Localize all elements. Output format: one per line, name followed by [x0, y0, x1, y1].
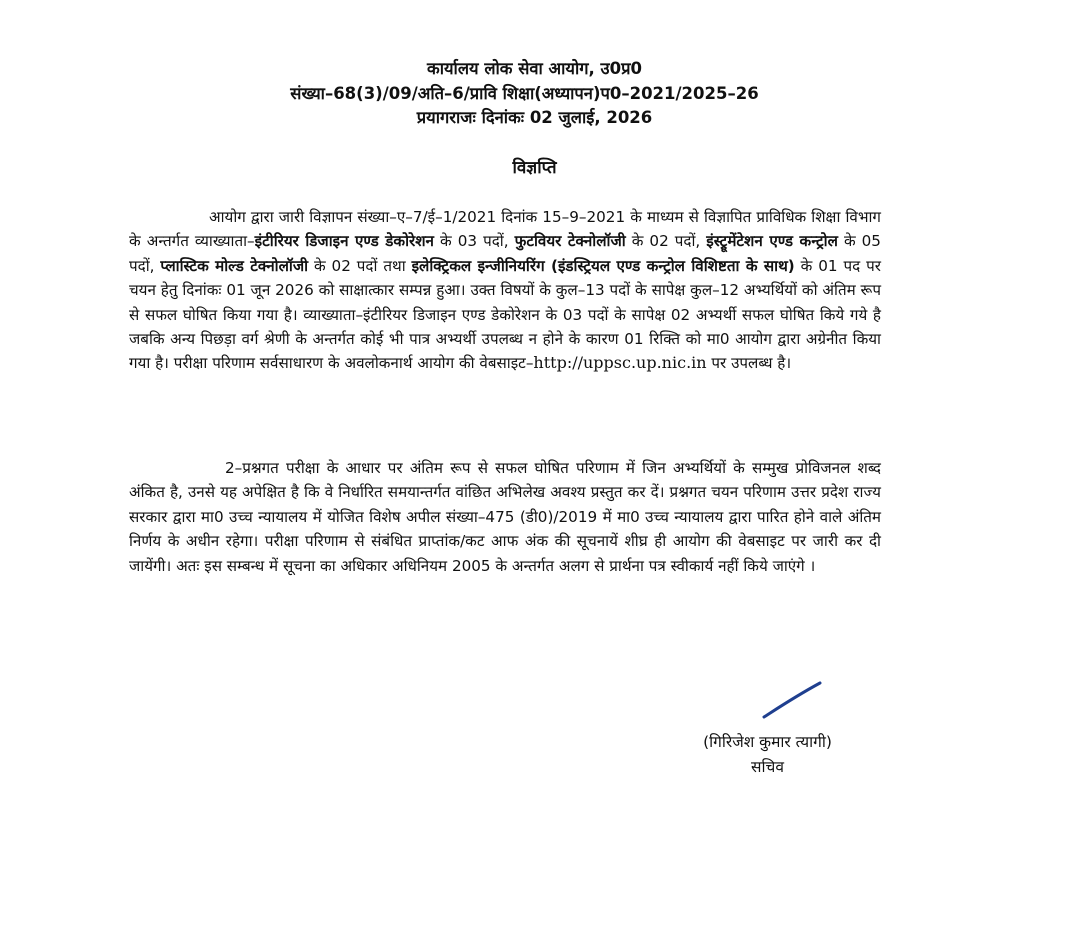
reference-number: संख्या–68(3)/09/अति–6/प्रावि शिक्षा(अध्यापन)प0–2021/2025–26: [290, 84, 759, 103]
para1-text-4: के 05 पदों,: [129, 232, 881, 275]
subject-interior-design: इंटीरियर डिजाइन एण्ड डेकोरेशन: [254, 232, 434, 251]
signature-mark: [760, 680, 824, 720]
para1-text-6: के 01 पद पर चयन हेतु दिनांकः 01 जून 2026 को साक्षात्कार सम्पन्न हुआ। उक्त विषयों के कुल–13 पदों के सापेक्ष कुल–12 अभ्यर्थियों को अंतिम रूप से सफल घोषित किया गया है। व्याख्याता–इंटीरियर डिजाइन एण्ड डेकोरेशन के 03 पदों के सापेक्ष 02 अभ्यर्थी सफल घोषित किये गये है जबकि अन्य पिछड़ा वर्ग श्रेणी के अन्तर्गत कोई भी पात्र अभ्यर्थी उपलब्ध न होने के कारण 01 रिक्ति को मा0 आयोग द्वारा अग्रेनीत किया गया है। परीक्षा परिणाम सर्वसाधारण के अवलोकनार्थ आयोग की वेबसाइट–: [129, 256, 881, 373]
signatory-designation: सचिव: [751, 758, 784, 776]
subject-electrical-engineering: इलेक्ट्रिकल इन्जीनियरिंग (इंडस्ट्रियल एण्ड कन्ट्रोल विशिष्टता के साथ): [411, 256, 795, 275]
paragraph-1: [129, 205, 881, 376]
subject-footwear-technology: फुटवियर टेक्नोलॉजी: [514, 232, 626, 251]
para1-text-3: के 02 पदों,: [625, 232, 707, 251]
para1-text-5: के 02 पदों तथा: [308, 256, 412, 275]
para1-text-7: पर उपलब्ध है।: [706, 354, 792, 373]
website-url: http://uppsc.up.nic.in: [533, 353, 707, 373]
notice-title: विज्ञप्ति: [512, 158, 557, 178]
para1-text-1: आयोग द्वारा जारी विज्ञापन संख्या–ए–7/ई–1/2021 दिनांक 15–9–2021 के माध्यम से विज्ञापित प्राविधिक शिक्षा विभाग के अन्तर्गत व्याख्याता–: [129, 208, 881, 251]
para1-text-2: के 03 पदों,: [433, 232, 515, 251]
subject-plastic-mould-technology: प्लास्टिक मोल्ड टेक्नोलॉजी: [160, 256, 309, 275]
office-name: कार्यालय लोक सेवा आयोग, उ0प्र0: [427, 59, 642, 78]
place-date: प्रयागराजः दिनांकः 02 जुलाई, 2026: [416, 108, 653, 127]
signatory-name: (गिरिजेश कुमार त्यागी): [703, 733, 832, 751]
subject-instrumentation-control: इंस्ट्रूमेंटेशन एण्ड कन्ट्रोल: [706, 232, 838, 251]
paragraph-2: 2–प्रश्नगत परीक्षा के आधार पर अंतिम रूप से सफल घोषित परिणाम में जिन अभ्यर्थियों के सम्मुख प्रोविजनल शब्द अंकित है, उनसे यह अपेक्षित है कि वे निर्धारित समयान्तर्गत वांछित अभिलेख अवश्य प्रस्तुत कर दें। प्रश्नगत चयन परिणाम उत्तर प्रदेश राज्य सरकार द्वारा मा0 उच्च न्यायालय में योजित विशेष अपील संख्या–475 (डी0)/2019 में मा0 उच्च न्यायालय द्वारा पारित होने वाले अंतिम निर्णय के अधीन रहेगा। परीक्षा परिणाम से संबंधित प्राप्तांक/कट आफ अंक की सूचनायें शीघ्र ही आयोग की वेबसाइट पर जारी कर दी जायेंगी। अतः इस सम्बन्ध में सूचना का अधिकार अधिनियम 2005 के अन्तर्गत अलग से प्रार्थना पत्र स्वीकार्य नहीं किये जाएंगे ।: [129, 459, 881, 575]
